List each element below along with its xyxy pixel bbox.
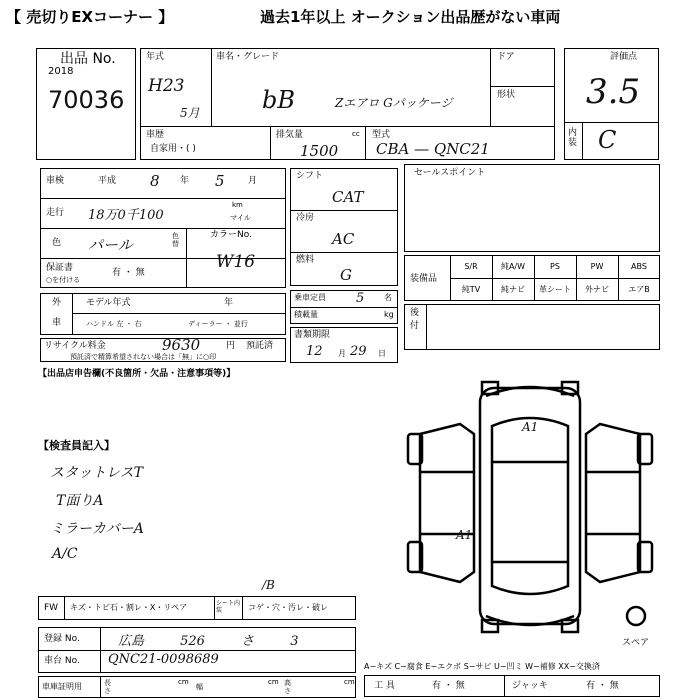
equipment-item: PS xyxy=(550,262,560,271)
inspector-line-2: T面りA xyxy=(56,493,104,509)
interior-label: 内装 xyxy=(568,128,578,148)
load-label: 積載量 xyxy=(294,310,318,319)
docs-day-unit: 日 xyxy=(378,349,386,358)
model-label: 型式 xyxy=(372,130,391,140)
recycle-unit: 円 xyxy=(226,341,236,351)
color-no-value: W16 xyxy=(216,252,256,272)
diagram-mark-side: A1 xyxy=(456,528,473,542)
recycle-note: 預託済で精算希望されない場合は「無」に○印 xyxy=(70,353,217,361)
handle-label: ハンドル 左 ・ 右 xyxy=(86,320,142,328)
capacity-value: 5 xyxy=(356,291,365,306)
recycle-deposit: 預託済 xyxy=(246,341,274,351)
displacement-cc: cc xyxy=(352,130,360,138)
cert-height-unit: cm xyxy=(344,678,355,686)
listing-no-label: 出品 No. xyxy=(60,51,116,67)
cert-width-label: 幅 xyxy=(196,683,203,691)
equipment-label: 装備品 xyxy=(410,274,438,284)
tools-label: 工 具 xyxy=(374,681,395,691)
car-name-label: 車名・グレード xyxy=(216,52,280,62)
listing-year-tag: 2018 xyxy=(48,66,74,77)
rear-equip-box xyxy=(404,304,660,350)
cert-label: 車庫証明用 xyxy=(42,682,82,691)
reg-value: 広島 526 さ 3 xyxy=(118,634,299,649)
inspector-label: 【検査員記入】 xyxy=(38,439,115,452)
foreign-label-1: 外 xyxy=(52,298,62,308)
model-year-label: モデル年式 xyxy=(86,298,131,308)
history-label: 車歴 xyxy=(146,130,165,140)
aircon-value: AC xyxy=(332,230,355,248)
cert-height-label: 高さ xyxy=(284,679,291,695)
fw-items: キズ・トビ石・割レ・X・リペア xyxy=(70,603,188,612)
equipment-item: PW xyxy=(590,262,604,271)
mileage-mile: マイル xyxy=(230,214,251,222)
spare-label: スペア xyxy=(622,638,650,648)
displacement-value: 1500 xyxy=(300,142,339,160)
capacity-label: 乗車定員 xyxy=(294,293,326,302)
shaken-year: 8 xyxy=(150,172,160,190)
sales-point-label: セールスポイント xyxy=(414,168,486,178)
cert-width-unit: cm xyxy=(268,678,279,686)
recycle-value: 9630 xyxy=(162,336,201,354)
score-value: 3.5 xyxy=(586,72,641,112)
shift-value: CAT xyxy=(332,188,364,206)
shape-label: 形状 xyxy=(497,90,516,100)
door-label: ドア xyxy=(497,52,515,62)
warranty-options: 有 ・ 無 xyxy=(112,268,145,278)
nenshiki-label: 年式 xyxy=(146,52,165,62)
docs-month: 12 xyxy=(306,344,323,359)
interior-value: C xyxy=(598,126,617,154)
tools-options: 有 ・ 無 xyxy=(432,681,465,691)
mileage-label: 走行 xyxy=(46,208,65,218)
cert-length-unit: cm xyxy=(178,678,189,686)
recycle-label: リサイクル料金 xyxy=(44,341,106,351)
chassis-label: 車台 No. xyxy=(44,656,80,666)
equipment-item: エアB xyxy=(628,285,650,294)
fw-handwritten-mark: /B xyxy=(262,578,275,592)
equipment-item: 革シート xyxy=(539,285,571,294)
mileage-km: km xyxy=(232,201,243,209)
equipment-item: 純TV xyxy=(461,285,481,294)
equipment-item: 外ナビ xyxy=(585,285,609,294)
load-unit: kg xyxy=(384,310,394,319)
nenshiki-value: H23 xyxy=(148,76,185,96)
inspector-line-3: ミラーカバーA xyxy=(50,521,144,537)
model-year-unit: 年 xyxy=(224,298,234,308)
score-label: 評価点 xyxy=(610,52,638,62)
foreign-label-2: 車 xyxy=(52,318,62,328)
docs-month-unit: 月 xyxy=(338,349,346,358)
rear-equip-label: 後付 xyxy=(410,308,420,331)
shaken-month: 5 xyxy=(215,172,225,190)
fuel-value: G xyxy=(340,266,352,284)
header-right: 過去1年以上 オークション出品歴がない車両 xyxy=(260,8,561,26)
equipment-item: 純A/W xyxy=(500,262,526,271)
car-name: bB xyxy=(262,86,295,114)
reg-label: 登録 No. xyxy=(44,634,80,644)
color-no-label: カラーNo. xyxy=(210,230,252,240)
model-value: CBA — QNC21 xyxy=(376,140,490,158)
docs-day: 29 xyxy=(350,344,367,359)
foreign-box xyxy=(40,293,286,335)
color-value: パール xyxy=(88,236,133,254)
shop-notes-label: 【出品店申告欄(不良箇所・欠品・注意事項等)】 xyxy=(38,369,236,379)
capacity-unit: 名 xyxy=(384,293,392,302)
shaken-label: 車検 xyxy=(46,176,65,186)
jack-label: ジャッキ xyxy=(512,681,548,691)
equipment-item: 純ナビ xyxy=(501,285,525,294)
shaken-month-unit: 月 xyxy=(248,176,258,186)
fw-seat-label: シート内装 xyxy=(216,600,241,614)
fw-label: FW xyxy=(44,603,59,613)
header-left: 【 売切りEXコーナー 】 xyxy=(6,8,174,26)
history-value: 自家用・( ) xyxy=(150,144,196,154)
inspector-line-4: A/C xyxy=(52,546,78,562)
warranty-sub: ○を付ける xyxy=(46,276,81,284)
displacement-label: 排気量 xyxy=(276,130,304,140)
aircon-label: 冷房 xyxy=(296,213,315,223)
shaken-era: 平成 xyxy=(98,176,117,186)
car-grade: Zエアロ Gパッケージ xyxy=(335,96,453,110)
listing-no: 70036 xyxy=(48,86,125,114)
nenshiki-month: 5月 xyxy=(180,106,200,120)
jack-options: 有 ・ 無 xyxy=(586,681,619,691)
shift-label: シフト xyxy=(296,171,324,181)
shaken-year-unit: 年 xyxy=(180,176,190,186)
car-damage-diagram xyxy=(400,376,660,640)
mileage-value: 18万0千100 xyxy=(88,208,164,223)
docs-label: 書類期限 xyxy=(294,330,331,340)
cert-length-label: 長さ xyxy=(104,679,111,695)
fuel-label: 燃料 xyxy=(296,255,315,265)
fw-seat-items: コゲ・穴・汚レ・破レ xyxy=(248,603,328,612)
equipment-item: S/R xyxy=(464,262,478,271)
dealer-label: ディーラー ・ 並行 xyxy=(188,320,248,328)
color-label: 色 xyxy=(52,238,62,248)
chassis-value: QNC21-0098689 xyxy=(108,652,219,667)
color-change-label: 色替 xyxy=(172,232,179,248)
equipment-item: ABS xyxy=(631,262,647,271)
diagram-mark-front: A1 xyxy=(522,420,539,434)
inspector-line-1: スタットレスT xyxy=(50,465,143,481)
warranty-label: 保証書 xyxy=(46,263,74,273)
damage-legend: A−キズ C−腐食 E−エクボ S−サビ U−凹ミ W−補修 XX−交換済 xyxy=(364,662,600,671)
